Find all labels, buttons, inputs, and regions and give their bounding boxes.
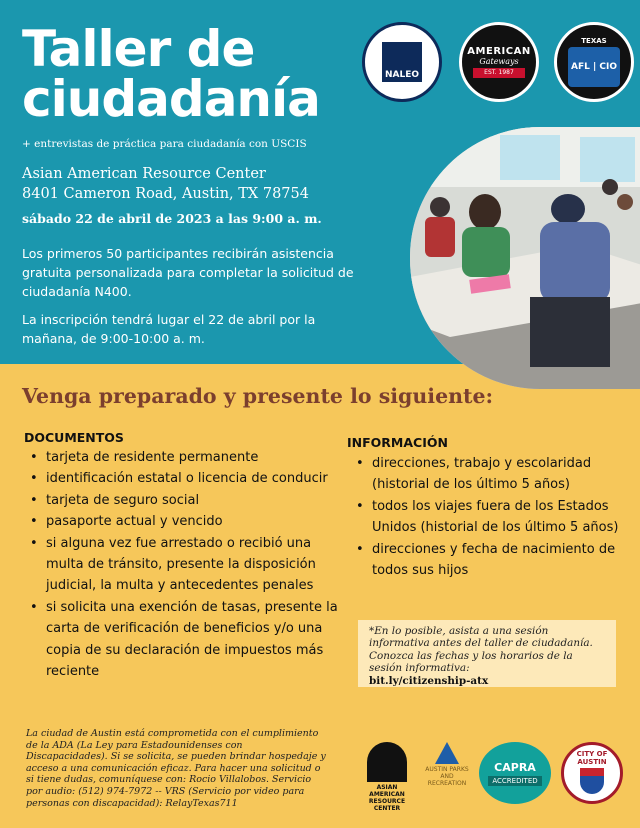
afl-texas: TEXAS	[581, 37, 607, 45]
aarc-building-icon	[367, 742, 407, 782]
city-label: CITY OF AUSTIN	[576, 750, 608, 766]
subtitle: + entrevistas de práctica para ciudadanía con USCIS	[22, 138, 307, 150]
capra-logo	[479, 742, 551, 804]
afl-cio-logo	[554, 22, 634, 102]
city-shield-icon	[580, 768, 604, 794]
austin-parks-logo	[425, 742, 469, 787]
section-heading: Venga preparado y presente lo siguiente:	[22, 384, 494, 408]
note-text: *En lo posible, asista a una sesión informativa antes del taller de ciudadanía. Conozca las fechas y los horarios de la sesión informativa:	[369, 625, 593, 675]
naleo-logo	[362, 22, 442, 102]
city-of-austin-seal	[561, 742, 623, 804]
title-line-1: Taller de	[22, 20, 255, 78]
ag-word-1: AMERICAN	[467, 46, 531, 57]
ada-notice: La ciudad de Austin está comprometida con el cumplimiento de la ADA (La Ley para Estadounidenses con Discapacidades). Si se solicita, se pueden brindar hospedaje y acceso a una comunicación eficaz. Para hacer una solicitud o si tiene dudas, comuníquese con: Rocio Villalobos. Servicio por audio: (512) 974-7972 -- VRS (Servicio por video para personas con discapacidad): RelayTexas711	[26, 728, 326, 809]
documents-title: DOCUMENTOS	[24, 430, 124, 445]
venue	[22, 164, 309, 204]
citizenship-link[interactable]: bit.ly/citizenship-atx	[369, 674, 489, 687]
list-item: • direcciones y fecha de nacimiento de todos sus hijos	[350, 539, 622, 582]
capra-accredited: ACCREDITED	[488, 776, 541, 786]
venue-address: 8401 Cameron Road, Austin, TX 78754	[22, 186, 309, 202]
intro-paragraph: Los primeros 50 participantes recibirán asistencia gratuita personalizada para completar la solicitud de ciudadanía N400.	[22, 246, 354, 299]
austin-parks-icon	[435, 742, 459, 764]
ag-word-2: Gateways	[479, 57, 519, 66]
list-item: • si alguna vez fue arrestado o recibió una multa de tránsito, presente la disposición judicial, la multa y antecedentes penales	[24, 533, 344, 597]
title-line-2: ciudadanía	[22, 70, 320, 128]
list-item: • tarjeta de residente permanente	[24, 447, 344, 468]
list-item: • si solicita una exención de tasas, presente la carta de verificación de beneficios y/o una copia de su declaración de impuestos más reciente	[24, 597, 344, 683]
american-gateways-logo	[459, 22, 539, 102]
list-item: • pasaporte actual y vencido	[24, 511, 344, 532]
aarc-label: ASIAN AMERICAN RESOURCE CENTER	[368, 784, 406, 812]
list-item: • tarjeta de seguro social	[24, 490, 344, 511]
page-title	[22, 20, 320, 128]
naleo-mark: NALEO	[382, 42, 422, 82]
austin-parks-label: AUSTIN PARKS AND RECREATION	[425, 766, 469, 787]
venue-name: Asian American Resource Center	[22, 166, 266, 182]
list-item: • direcciones, trabajo y escolaridad (historial de los último 5 años)	[350, 453, 622, 496]
list-item: • identificación estatal o licencia de conducir	[24, 468, 344, 489]
ag-est: EST. 1987	[473, 68, 525, 78]
documents-list	[24, 447, 344, 682]
event-date: sábado 22 de abril de 2023 a las 9:00 a. m.	[22, 211, 322, 226]
info-list	[350, 453, 622, 581]
registration-paragraph: La inscripción tendrá lugar el 22 de abril por la mañana, de 9:00-10:00 a. m.	[22, 312, 316, 346]
aarc-logo	[358, 742, 416, 812]
info-session-note	[358, 620, 616, 687]
info-title: INFORMACIÓN	[347, 435, 448, 450]
list-item: • todos los viajes fuera de los Estados Unidos (historial de los último 5 años)	[350, 496, 622, 539]
capra-label: CAPRA	[494, 760, 536, 774]
afl-cio-mark: AFL | CIO	[568, 47, 620, 87]
